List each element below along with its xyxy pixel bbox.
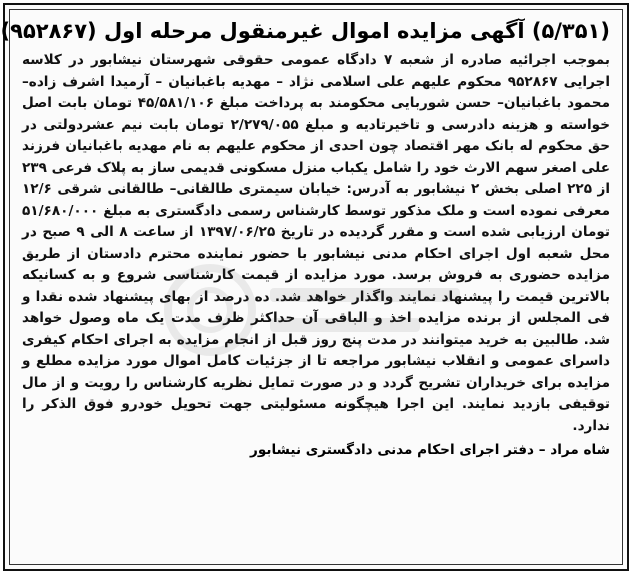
notice-body: بموجب اجرائیه صادره از شعبه ۷ دادگاه عمومی حقوقی شهرستان نیشابور در کلاسه اجرایی ۹۵۲۸۶۷ محکوم علیهم علی اسلامی نژاد – مهدیه باغبانیان – آرمیدا اشرف زاده– محمود باغبانیان– حسن شوربایی محکومند به پرداخت مبلغ ۴۵/۵۸۱/۱۰۶ تومان بابت اصل خواسته و هزینه دادرسی و تاخیرتادیه و مبلغ ۲/۲۷۹/۰۵۵ تومان بابت نیم عشردولتی در حق محکوم له بانک مهر اقتصاد چون احدی از محکوم علیهم به نام مهدیه باغبانیان فرزند علی اصغر سهم الارث خود را شامل یکباب منزل مسکونی قدیمی ساز به پلاک فرعی ۲۳۹ از ۲۲۵ اصلی بخش ۲ نیشابور به آدرس: خیابان سیمتری طالقانی– طالقانی شرقی ۱۲/۶ معرفی نموده است و ملک مذکور توسط کارشناس رسمی دادگستری به مبلغ ۵۱/۶۸۰/۰۰۰ تومان ارزیابی شده است و مقرر گردیده در تاریخ ۱۳۹۷/۰۶/۲۵ از ساعت ۸ الی ۹ صبح در محل شعبه اول اجرای احکام مدنی نیشابور با حضور نماینده محترم دادستان از طریق مزایده حضوری به فروش برسد. مورد مزایده از قیمت کارشناسی شروع و به کسانیکه بالاترین قیمت را پیشنهاد نمایند واگذار خواهد شد. ده درصد از بهای پیشنهاد شده نقدا و فی المجلس از برنده مزایده اخذ و الباقی آن حداکثر ظرف مدت یک ماه وصول خواهد شد. طالبین به خرید میتوانند در مدت پنج روز قبل از انجام مزایده به اجرای احکام کیفری داسرای عمومی و انقلاب نیشابور مراجعه تا از جزئیات کامل اموال مورد مزایده مطلع و مزایده برای خریداران تشریح گردد و در صورت تمایل نظریه کارشناس را رویت و از مال توقیفی بازدید نمایند. این اجرا هیچگونه مسئولیتی جهت تحویل خودرو فوق الذکر را ندارد. [22,52,611,434]
notice-inner-border [0,9,623,565]
notice-signature: شاه مراد – دفتر اجرای احکام مدنی دادگستری نیشابور [250,442,610,458]
notice-title: (۵/۳۵۱) آگهی مزایده اموال غیرمنقول مرحله اول (۹۵۲۸۶۷) [0,19,610,43]
notice-frame [0,3,629,571]
